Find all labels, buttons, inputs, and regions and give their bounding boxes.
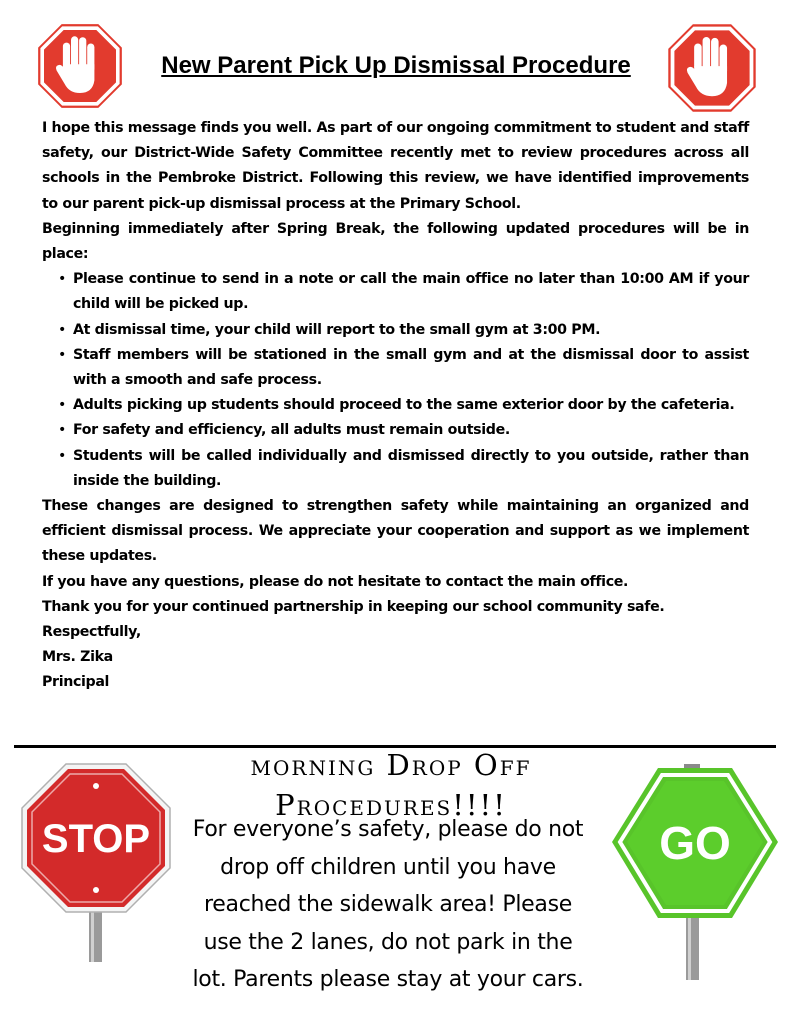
list-item: • Adults picking up students should proceed to the same exterior door by the cafeteria.: [73, 393, 749, 418]
letter-thanks: Thank you for your continued partnership in keeping our school community safe.: [42, 598, 665, 615]
instruction-line: lot. Parents please stay at your cars.: [192, 967, 584, 992]
instruction-line: use the 2 lanes, do not park in the: [203, 929, 573, 955]
instruction-line: drop off children until you have: [220, 854, 556, 880]
signer-title: Principal: [42, 674, 110, 691]
morning-instructions: [178, 811, 598, 999]
stop-sign-icon: [20, 762, 172, 964]
procedure-list: [42, 267, 749, 494]
morning-title-line: morning Drop Off: [250, 748, 532, 782]
letter-intro: I hope this message finds you well. As part of our ongoing commitment to student and staff safety, our District-Wide Safety Committee recently met to review procedures across all schools in the Pembroke District. Following this review, we have identified improvements to our parent pick-up dismissal process at the Primary School.: [42, 120, 749, 212]
list-item: • Staff members will be stationed in the small gym and at the dismissal door to assist with a smooth and safe process.: [73, 343, 749, 393]
instruction-line: reached the sidewalk area! Please: [204, 892, 572, 917]
signer-name: Mrs. Zika: [42, 649, 113, 666]
list-item: • Students will be called individually and dismissed directly to you outside, rather than inside the building.: [73, 444, 749, 494]
stop-hand-icon: [665, 20, 759, 116]
instruction-line: For everyone’s safety, please do not: [192, 817, 584, 842]
morning-title-line: Procedures!!!!: [275, 788, 507, 822]
letter-lead-in: Beginning immediately after Spring Break, the following updated procedures will be in place:: [42, 220, 749, 263]
stop-hand-icon: [35, 20, 125, 112]
go-sign-icon: [610, 762, 780, 982]
list-item: • At dismissal time, your child will report to the small gym at 3:00 PM.: [73, 318, 749, 343]
list-item: • For safety and efficiency, all adults must remain outside.: [73, 418, 749, 443]
letter-closing: These changes are designed to strengthen safety while maintaining an organized and efficient dismissal process. We appreciate your cooperation and support as we implement these updates.: [42, 498, 749, 565]
stop-sign-text: STOP: [41, 817, 151, 861]
go-sign-text: GO: [659, 817, 731, 869]
list-item: • Please continue to send in a note or call the main office no later than 10:00 AM if your child will be picked up.: [73, 267, 749, 317]
letter-body: [42, 116, 749, 696]
page-title: New Parent Pick Up Dismissal Procedure: [161, 52, 631, 79]
letter-signoff: Respectfully,: [42, 624, 141, 641]
letter-questions: If you have any questions, please do not hesitate to contact the main office.: [42, 573, 629, 590]
